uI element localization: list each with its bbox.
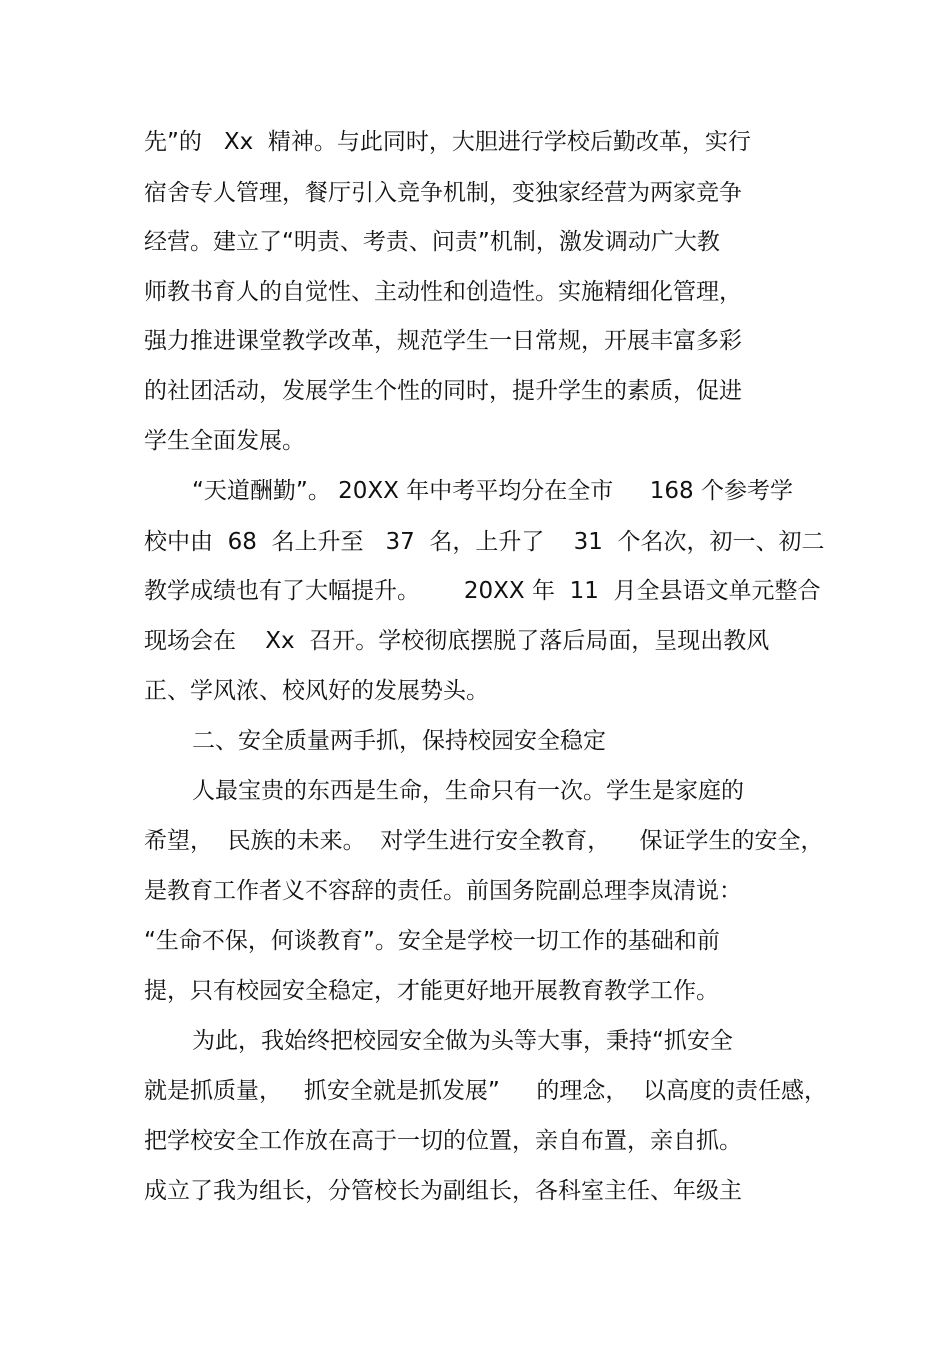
- paragraph-line: 的社团活动，发展学生个性的同时，提升学生的素质，促进: [144, 378, 742, 404]
- paragraph-line: 教学成绩也有了大幅提升。 20XX 年 11 月全县语文单元整合: [144, 578, 821, 604]
- paragraph-line: 先”的 Xx 精神。与此同时，大胆进行学校后勤改革，实行: [144, 129, 751, 155]
- paragraph-line: “生命不保，何谈教育”。安全是学校一切工作的基础和前: [144, 928, 720, 954]
- paragraph-line: 强力推进课堂教学改革，规范学生一日常规，开展丰富多彩: [144, 328, 742, 354]
- paragraph-line: 人最宝贵的东西是生命，生命只有一次。学生是家庭的: [192, 778, 744, 804]
- paragraph-line: 希望， 民族的未来。 对学生进行安全教育， 保证学生的安全，: [144, 828, 824, 854]
- paragraph-line: “天道酬勤”。 20XX 年中考平均分在全市 168 个参考学: [192, 478, 793, 504]
- paragraph-line: 就是抓质量， 抓安全就是抓发展” 的理念， 以高度的责任感，: [144, 1078, 828, 1104]
- paragraph-line: 是教育工作者义不容辞的责任。前国务院副总理李岚清说：: [144, 878, 742, 904]
- paragraph-line: 宿舍专人管理，餐厅引入竞争机制，变独家经营为两家竞争: [144, 180, 742, 206]
- paragraph-line: 师教书育人的自觉性、主动性和创造性。实施精细化管理，: [144, 279, 742, 305]
- paragraph-line: 提，只有校园安全稳定，才能更好地开展教育教学工作。: [144, 978, 719, 1004]
- paragraph-line: 学生全面发展。: [144, 428, 305, 454]
- section-heading: 二、安全质量两手抓，保持校园安全稳定: [192, 728, 606, 754]
- paragraph-line: 为此，我始终把校园安全做为头等大事，秉持“抓安全: [192, 1028, 733, 1054]
- paragraph-line: 正、学风浓、校风好的发展势头。: [144, 678, 489, 704]
- paragraph-line: 现场会在 Xx 召开。学校彻底摆脱了落后局面，呈现出教风: [144, 628, 770, 654]
- paragraph-line: 校中由 68 名上升至 37 名，上升了 31 个名次，初一、初二: [144, 529, 825, 555]
- paragraph-line: 把学校安全工作放在高于一切的位置，亲自布置，亲自抓。: [144, 1128, 742, 1154]
- paragraph-line: 经营。建立了“明责、考责、问责”机制，激发调动广大教: [144, 229, 720, 255]
- paragraph-line: 成立了我为组长，分管校长为副组长，各科室主任、年级主: [144, 1178, 742, 1204]
